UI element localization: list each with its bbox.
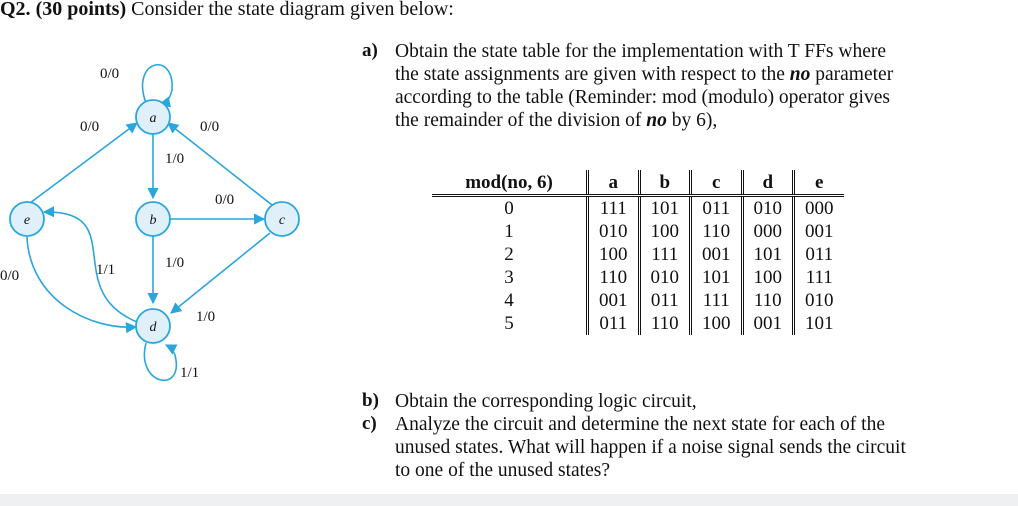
table-cell: 100 [639,220,691,243]
question-points: (30 points) [35,0,127,20]
table-cell: 011 [691,196,743,221]
table-cell: 110 [691,220,743,243]
state-e-label: e [23,213,31,228]
state-b-label: b [149,213,157,228]
part-c-line-1: Analyze the circuit and determine the next state for each of the [395,414,885,435]
table-cell: 110 [639,312,691,335]
table-cell: 001 [742,312,794,335]
table-cell: 101 [742,243,794,266]
edge-e-to-d [27,237,136,327]
edge-label-a-to-b: 1/0 [165,151,185,167]
part-a-text [395,40,1015,132]
table-cell: 1 [504,221,514,242]
table-cell: 011 [639,289,691,312]
table-cell: 110 [588,266,640,289]
table-cell: 101 [794,312,844,335]
table-cell: 3 [504,267,514,288]
table-cell: 100 [588,243,640,266]
edge-a-self [143,65,173,104]
edge-label-c-to-a: 0/0 [200,119,220,135]
edge-d-self [144,343,176,380]
table-cell: 4 [504,290,514,311]
table-header-row [432,170,844,196]
table-cell: 111 [639,243,691,266]
part-a-line-3: according to the table (Reminder: mod (modulo) operator gives [395,87,890,108]
question-header [0,0,454,21]
table-row [432,312,844,335]
table-row [432,220,844,243]
edge-label-e-to-d: 0/0 [0,268,20,284]
table-cell: 5 [504,313,514,334]
table-header: a [588,170,640,196]
edge-label-e-to-a: 0/0 [80,119,100,135]
table-cell: 001 [691,243,743,266]
no-emph-2: no [646,110,667,131]
table-cell: 000 [794,196,844,221]
table-cell: 111 [691,289,743,312]
table-cell: 010 [639,266,691,289]
no-emph-1: no [789,64,811,85]
table-row [432,266,844,289]
part-c-line-3: to one of the unused states? [395,460,610,481]
table-header: d [742,170,794,196]
edge-c-to-d [171,233,270,313]
table-cell: 110 [742,289,794,312]
state-assignment-table [432,170,844,335]
question-number: Q2. [0,0,31,20]
table-row [432,243,844,266]
edge-d-to-e [44,212,137,322]
table-cell: 010 [794,289,844,312]
table-cell: 011 [588,312,640,335]
edge-e-to-a [30,123,137,203]
table-row [432,289,844,312]
table-cell: 101 [639,196,691,221]
table-cell: 010 [742,196,794,221]
table-cell: 100 [742,266,794,289]
table-cell: 010 [588,220,640,243]
edge-label-b-to-d: 1/0 [165,255,185,271]
bottom-strip [0,494,1018,506]
table-header: e [794,170,844,196]
table-cell: 100 [691,312,743,335]
part-a-label: a) [362,40,378,61]
table-cell: 000 [742,220,794,243]
table-cell: 0 [504,198,514,219]
table-header: mod(no, 6) [432,170,588,196]
table-cell: 001 [794,220,844,243]
state-d-label: d [149,320,157,335]
table-cell: 101 [691,266,743,289]
table-cell: 001 [588,289,640,312]
part-b-text: Obtain the corresponding logic circuit, [395,391,697,412]
table-cell: 2 [504,244,514,265]
question-intro: Consider the state diagram given below: [131,0,454,20]
part-c-text [395,413,1015,482]
state-c-label: c [278,213,286,228]
edge-label-c-to-d: 1/0 [196,309,216,325]
part-c-line-2: unused states. What will happen if a noise signal sends the circuit [395,437,906,458]
part-b-label: b) [362,390,379,411]
table-cell: 111 [588,196,640,221]
table-cell: 011 [794,243,844,266]
table-cell: 111 [794,266,844,289]
part-a-line-1: Obtain the state table for the implementation with T FFs where [395,41,887,62]
edge-label-b-to-c: 0/0 [215,192,235,208]
table-header: b [639,170,691,196]
part-a-line-4: the remainder of the division of no by 6), [395,110,718,131]
table-row [432,196,844,221]
state-diagram [0,30,330,400]
table-header: c [691,170,743,196]
edge-label-d-self: 1/1 [180,365,200,381]
state-a-label: a [149,111,157,126]
edge-label-a-self: 0/0 [100,66,120,82]
part-a-line-2: the state assignments are given with respect to the no parameter [395,64,894,85]
part-c-label: c) [362,413,377,434]
edge-label-d-to-e: 1/1 [96,262,116,278]
